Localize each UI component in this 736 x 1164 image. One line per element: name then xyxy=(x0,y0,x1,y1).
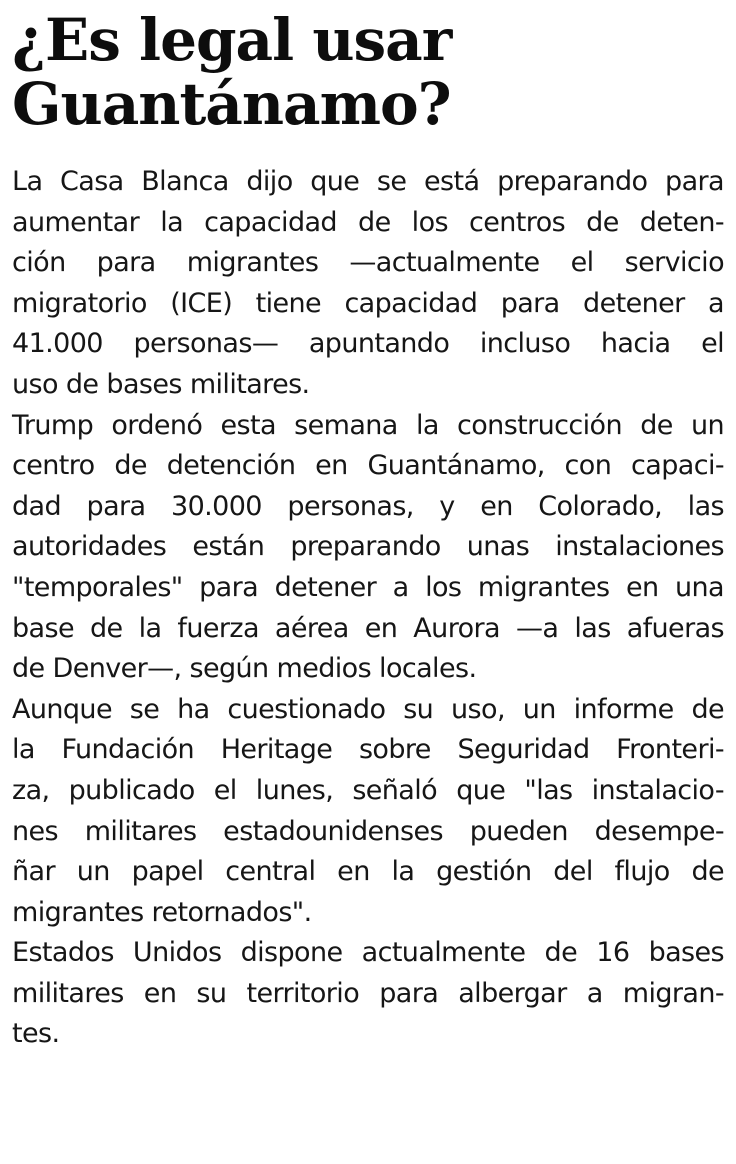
text-line: Trump ordenó esta semana la construcción de un xyxy=(12,409,724,441)
headline xyxy=(12,8,724,136)
text-line: Aunque se ha cuestionado su uso, un informe de xyxy=(12,693,724,725)
text-line: migratorio (ICE) tiene capacidad para detener a xyxy=(12,287,724,319)
text-line: uso de bases militares. xyxy=(12,368,310,400)
text-line: la Fundación Heritage sobre Seguridad Fronteri- xyxy=(12,734,724,766)
article-body xyxy=(12,162,724,1055)
text-line: nes militares estadounidenses pueden desempe- xyxy=(12,815,724,847)
text-line: base de la fuerza aérea en Aurora —a las afueras xyxy=(12,612,724,644)
text-line: ción para migrantes —actualmente el servicio xyxy=(12,247,724,279)
text-line: 41.000 personas— apuntando incluso hacia el xyxy=(12,328,724,360)
paragraph-4 xyxy=(12,933,724,1055)
text-line: migrantes retornados". xyxy=(12,896,312,928)
paragraph-1 xyxy=(12,162,724,406)
text-line: ñar un papel central en la gestión del flujo de xyxy=(12,856,724,888)
text-line: centro de detención en Guantánamo, con capaci- xyxy=(12,450,724,482)
text-line: "temporales" para detener a los migrantes en una xyxy=(12,571,724,603)
text-line: Estados Unidos dispone actualmente de 16 bases xyxy=(12,937,724,969)
paragraph-3 xyxy=(12,690,724,934)
text-line: autoridades están preparando unas instalaciones xyxy=(12,531,724,563)
headline-line: Guantánamo? xyxy=(12,70,451,138)
text-line: La Casa Blanca dijo que se está preparando para xyxy=(12,166,724,197)
text-line: militares en su territorio para albergar a migran- xyxy=(12,977,724,1009)
text-line: dad para 30.000 personas, y en Colorado, las xyxy=(12,490,724,522)
text-line: aumentar la capacidad de los centros de deten- xyxy=(12,206,724,238)
article xyxy=(12,8,724,1055)
text-line: tes. xyxy=(12,1018,60,1050)
text-line: de Denver—, según medios locales. xyxy=(12,653,477,685)
paragraph-2 xyxy=(12,406,724,690)
headline-line: ¿Es legal usar xyxy=(12,6,452,74)
text-line: za, publicado el lunes, señaló que "las instalacio- xyxy=(12,774,724,806)
